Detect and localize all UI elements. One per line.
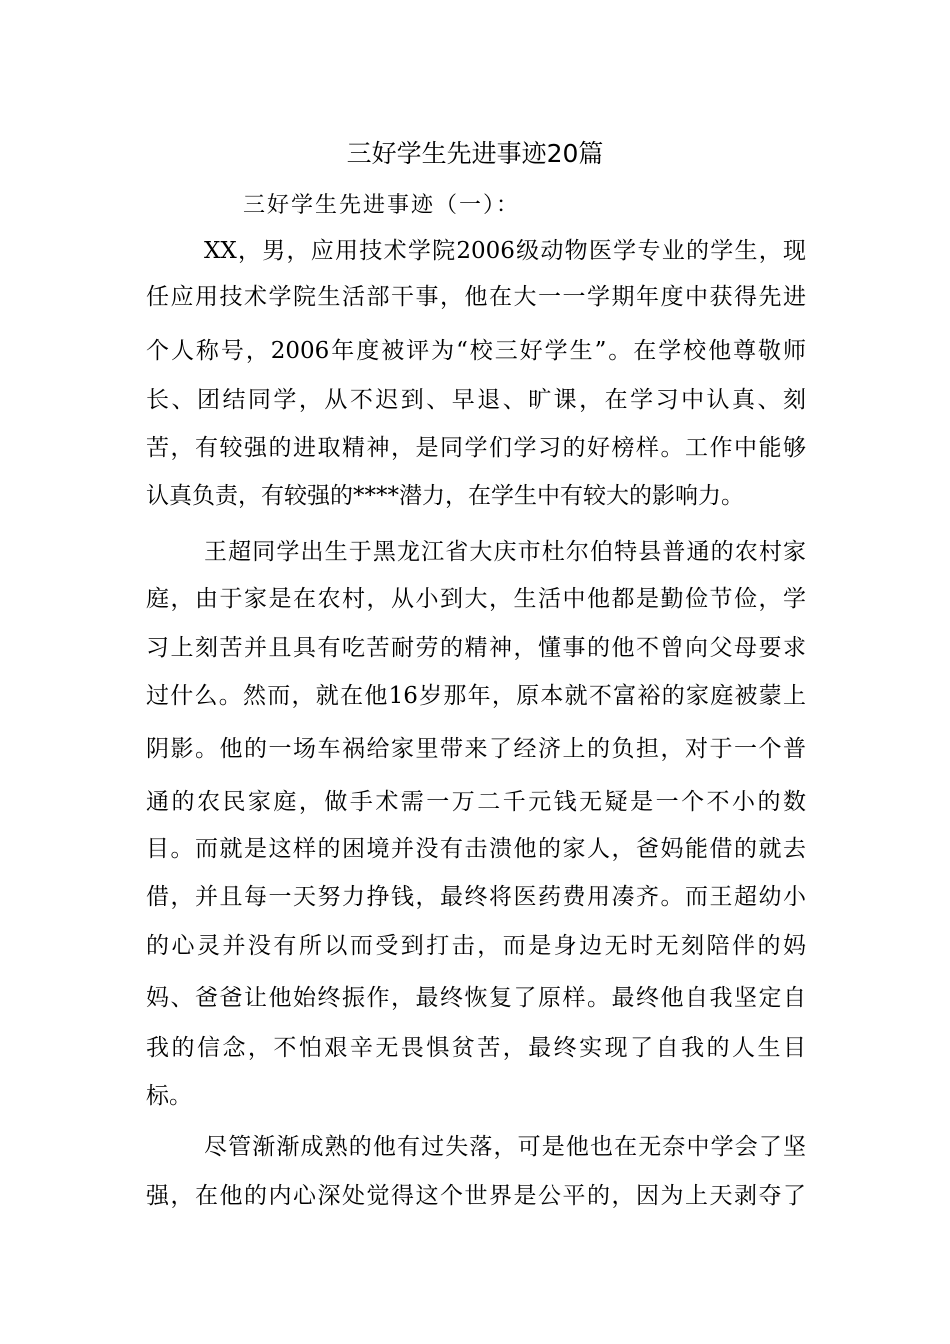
paragraph-line: 标。 <box>146 1083 192 1109</box>
paragraph-line: 认真负责，有较强的****潜力，在学生中有较大的影响力。 <box>146 483 744 509</box>
paragraph-line: 阴影。他的一场车祸给家里带来了经济上的负担，对于一个普 <box>146 736 806 762</box>
paragraph-line: 王超同学出生于黑龙江省大庆市杜尔伯特县普通的农村家 <box>204 539 806 565</box>
paragraph-line: 强，在他的内心深处觉得这个世界是公平的，因为上天剥夺了 <box>146 1183 806 1209</box>
paragraph-line: 妈、爸爸让他始终振作，最终恢复了原样。最终他自我坚定自 <box>146 985 806 1011</box>
document-title: 三好学生先进事迹20篇 <box>346 139 604 168</box>
paragraph-line: 庭，由于家是在农村，从小到大，生活中他都是勤俭节俭，学 <box>146 586 806 612</box>
paragraph-line: 苦，有较强的进取精神，是同学们学习的好榜样。工作中能够 <box>146 435 806 461</box>
paragraph-line: 尽管渐渐成熟的他有过失落，可是他也在无奈中学会了坚 <box>204 1134 806 1160</box>
paragraph-line: 我的信念，不怕艰辛无畏惧贫苦，最终实现了自我的人生目 <box>146 1035 806 1061</box>
paragraph-line: XX，男，应用技术学院2006级动物医学专业的学生，现 <box>204 238 806 264</box>
paragraph-line: 通的农民家庭，做手术需一万二千元钱无疑是一个不小的数 <box>146 789 806 815</box>
paragraph-line: 的心灵并没有所以而受到打击，而是身边无时无刻陪伴的妈 <box>146 933 806 959</box>
section-heading: 三好学生先进事迹（一）： <box>243 193 521 218</box>
paragraph-line: 习上刻苦并且具有吃苦耐劳的精神，懂事的他不曾向父母要求 <box>146 635 806 661</box>
paragraph-line: 目。而就是这样的困境并没有击溃他的家人，爸妈能借的就去 <box>146 836 806 862</box>
paragraph-line: 过什么。然而，就在他16岁那年，原本就不富裕的家庭被蒙上 <box>146 683 806 709</box>
paragraph-line: 个人称号，2006年度被评为“校三好学生”。在学校他尊敬师 <box>146 338 806 364</box>
paragraph-line: 借，并且每一天努力挣钱，最终将医药费用凑齐。而王超幼小 <box>146 884 806 910</box>
paragraph-line: 任应用技术学院生活部干事，他在大一一学期年度中获得先进 <box>146 284 806 310</box>
paragraph-line: 长、团结同学，从不迟到、早退、旷课，在学习中认真、刻 <box>146 387 806 413</box>
